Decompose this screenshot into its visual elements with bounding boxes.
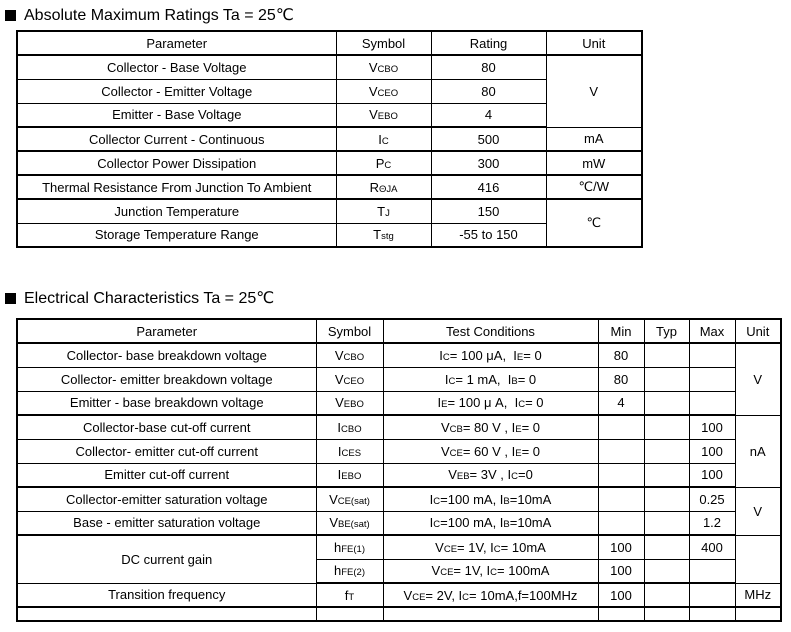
symbol-cell: fT	[316, 583, 383, 607]
col-header-symbol: Symbol	[316, 319, 383, 343]
symbol-cell: PC	[336, 151, 431, 175]
max-cell: 100	[689, 415, 735, 439]
parameter-cell: Collector-base cut-off current	[17, 415, 316, 439]
max-cell	[689, 343, 735, 367]
min-cell: 80	[598, 367, 644, 391]
table-row	[17, 391, 781, 415]
rating-cell: 80	[431, 79, 546, 103]
parameter-cell: Collector - Base Voltage	[17, 55, 336, 79]
unit-cell: ℃	[546, 199, 642, 247]
max-cell	[689, 391, 735, 415]
col-header-max: Max	[689, 319, 735, 343]
min-cell	[598, 463, 644, 487]
symbol-cell: hFE(1)	[316, 535, 383, 559]
min-cell: 4	[598, 391, 644, 415]
max-cell	[689, 559, 735, 583]
col-header-unit: Unit	[735, 319, 781, 343]
typ-cell	[644, 439, 689, 463]
empty-cell	[689, 607, 735, 621]
empty-cell	[735, 607, 781, 621]
section-title-text: Absolute Maximum Ratings Ta = 25℃	[24, 7, 294, 24]
typ-cell	[644, 367, 689, 391]
unit-cell: mA	[546, 127, 642, 151]
min-cell: 100	[598, 535, 644, 559]
rating-cell: 80	[431, 55, 546, 79]
symbol-cell: ICBO	[316, 415, 383, 439]
max-cell: 400	[689, 535, 735, 559]
parameter-cell: Collector-emitter saturation voltage	[17, 487, 316, 511]
table-header-row	[17, 31, 642, 55]
symbol-cell: VCBO	[336, 55, 431, 79]
test-conditions-cell: VEB= 3V , IC=0	[383, 463, 598, 487]
table-header-row	[17, 319, 781, 343]
table-row	[17, 487, 781, 511]
symbol-cell: VCEO	[316, 367, 383, 391]
max-cell	[689, 583, 735, 607]
electrical-characteristics-table	[16, 318, 782, 622]
max-cell: 100	[689, 439, 735, 463]
symbol-cell: VBE(sat)	[316, 511, 383, 535]
typ-cell	[644, 463, 689, 487]
square-bullet-icon	[5, 293, 16, 304]
table-row	[17, 535, 781, 559]
unit-cell: V	[735, 343, 781, 415]
table-row	[17, 175, 642, 199]
unit-cell: ℃/W	[546, 175, 642, 199]
symbol-cell: ICES	[316, 439, 383, 463]
parameter-cell: Collector Power Dissipation	[17, 151, 336, 175]
partial-cutoff-row	[17, 607, 781, 621]
symbol-cell: VCBO	[316, 343, 383, 367]
symbol-cell: VEBO	[316, 391, 383, 415]
symbol-cell: VEBO	[336, 103, 431, 127]
max-cell: 100	[689, 463, 735, 487]
rating-cell: 416	[431, 175, 546, 199]
parameter-cell: Transition frequency	[17, 583, 316, 607]
min-cell	[598, 487, 644, 511]
col-header-unit: Unit	[546, 31, 642, 55]
section-title-absolute-maximum-ratings	[5, 6, 294, 25]
symbol-cell: TJ	[336, 199, 431, 223]
typ-cell	[644, 535, 689, 559]
col-header-min: Min	[598, 319, 644, 343]
parameter-cell: Collector- base breakdown voltage	[17, 343, 316, 367]
rating-cell: 300	[431, 151, 546, 175]
symbol-cell: IC	[336, 127, 431, 151]
unit-cell	[735, 535, 781, 583]
col-header-rating: Rating	[431, 31, 546, 55]
table-row	[17, 463, 781, 487]
unit-cell: V	[546, 55, 642, 127]
typ-cell	[644, 487, 689, 511]
typ-cell	[644, 343, 689, 367]
test-conditions-cell: IC=100 mA, IB=10mA	[383, 487, 598, 511]
table-row	[17, 55, 642, 79]
test-conditions-cell: VCE= 1V, IC= 100mA	[383, 559, 598, 583]
test-conditions-cell: VCE= 1V, IC= 10mA	[383, 535, 598, 559]
parameter-cell: Collector- emitter breakdown voltage	[17, 367, 316, 391]
square-bullet-icon	[5, 10, 16, 21]
typ-cell	[644, 391, 689, 415]
empty-cell	[316, 607, 383, 621]
table-row	[17, 199, 642, 223]
parameter-cell: Collector- emitter cut-off current	[17, 439, 316, 463]
unit-cell: nA	[735, 415, 781, 487]
table-row	[17, 439, 781, 463]
min-cell	[598, 511, 644, 535]
empty-cell	[17, 607, 316, 621]
unit-cell: V	[735, 487, 781, 535]
test-conditions-cell: VCE= 2V, IC= 10mA,f=100MHz	[383, 583, 598, 607]
table-row	[17, 367, 781, 391]
typ-cell	[644, 559, 689, 583]
symbol-cell: RΘJA	[336, 175, 431, 199]
table-row	[17, 415, 781, 439]
col-header-typ: Typ	[644, 319, 689, 343]
test-conditions-cell: IC= 1 mA, IB= 0	[383, 367, 598, 391]
parameter-cell: Emitter - Base Voltage	[17, 103, 336, 127]
min-cell: 100	[598, 559, 644, 583]
table-row	[17, 511, 781, 535]
symbol-cell: VCEO	[336, 79, 431, 103]
empty-cell	[598, 607, 644, 621]
symbol-cell: Tstg	[336, 223, 431, 247]
parameter-cell: Thermal Resistance From Junction To Ambient	[17, 175, 336, 199]
max-cell	[689, 367, 735, 391]
min-cell: 80	[598, 343, 644, 367]
parameter-cell: Emitter - base breakdown voltage	[17, 391, 316, 415]
test-conditions-cell: IC=100 mA, IB=10mA	[383, 511, 598, 535]
parameter-cell: DC current gain	[17, 535, 316, 583]
test-conditions-cell: VCE= 60 V , IE= 0	[383, 439, 598, 463]
parameter-cell: Emitter cut-off current	[17, 463, 316, 487]
electrical-characteristics-table-clip	[16, 318, 782, 629]
min-cell	[598, 415, 644, 439]
parameter-cell: Junction Temperature	[17, 199, 336, 223]
rating-cell: 4	[431, 103, 546, 127]
col-header-symbol: Symbol	[336, 31, 431, 55]
max-cell: 0.25	[689, 487, 735, 511]
section-title-electrical-characteristics	[5, 289, 274, 308]
min-cell: 100	[598, 583, 644, 607]
rating-cell: 500	[431, 127, 546, 151]
table-row	[17, 127, 642, 151]
parameter-cell: Base - emitter saturation voltage	[17, 511, 316, 535]
test-conditions-cell: VCB= 80 V , IE= 0	[383, 415, 598, 439]
parameter-cell: Storage Temperature Range	[17, 223, 336, 247]
max-cell: 1.2	[689, 511, 735, 535]
absolute-maximum-ratings-table	[16, 30, 643, 248]
typ-cell	[644, 415, 689, 439]
table-row	[17, 151, 642, 175]
typ-cell	[644, 511, 689, 535]
col-header-parameter: Parameter	[17, 31, 336, 55]
typ-cell	[644, 583, 689, 607]
rating-cell: -55 to 150	[431, 223, 546, 247]
parameter-cell: Collector - Emitter Voltage	[17, 79, 336, 103]
table-row	[17, 583, 781, 607]
section-title-text: Electrical Characteristics Ta = 25℃	[24, 290, 275, 307]
unit-cell: MHz	[735, 583, 781, 607]
test-conditions-cell: IC= 100 μA, IE= 0	[383, 343, 598, 367]
test-conditions-cell: IE= 100 μ A, IC= 0	[383, 391, 598, 415]
unit-cell: mW	[546, 151, 642, 175]
symbol-cell: VCE(sat)	[316, 487, 383, 511]
rating-cell: 150	[431, 199, 546, 223]
table-row	[17, 343, 781, 367]
col-header-parameter: Parameter	[17, 319, 316, 343]
col-header-test-conditions: Test Conditions	[383, 319, 598, 343]
min-cell	[598, 439, 644, 463]
empty-cell	[383, 607, 598, 621]
empty-cell	[644, 607, 689, 621]
parameter-cell: Collector Current - Continuous	[17, 127, 336, 151]
symbol-cell: hFE(2)	[316, 559, 383, 583]
symbol-cell: IEBO	[316, 463, 383, 487]
